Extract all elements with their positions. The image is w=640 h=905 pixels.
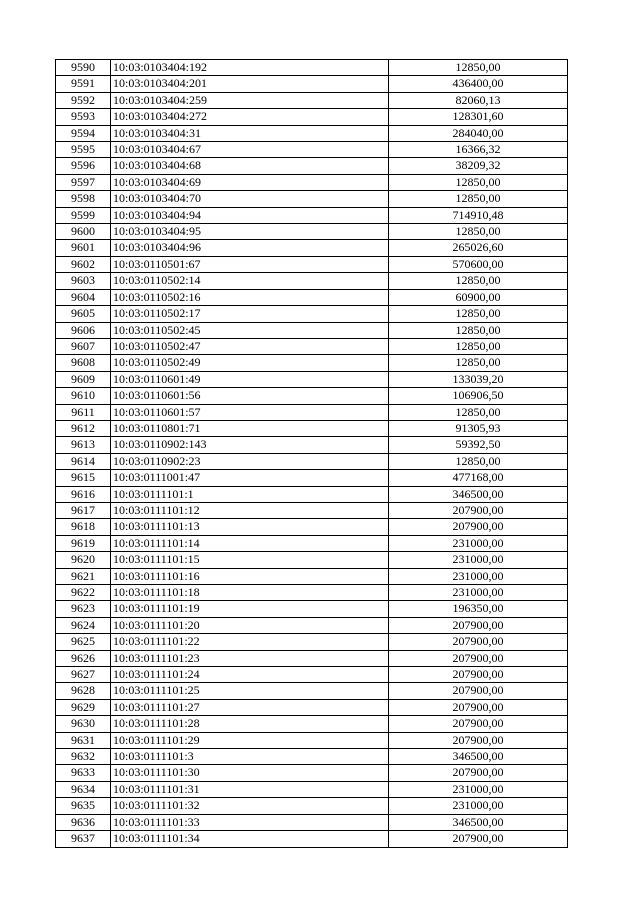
registry-table-body [56, 60, 568, 848]
table-row [56, 289, 568, 305]
row-number-cell: 9593 [56, 109, 111, 125]
value-cell: 82060,13 [389, 92, 568, 108]
value-cell: 207900,00 [389, 716, 568, 732]
value-cell: 231000,00 [389, 585, 568, 601]
cadastral-number-cell: 10:03:0110502:16 [111, 289, 389, 305]
value-cell: 207900,00 [389, 699, 568, 715]
cadastral-number-cell: 10:03:0103404:69 [111, 174, 389, 190]
cadastral-number-cell: 10:03:0111001:47 [111, 470, 389, 486]
table-row [56, 437, 568, 453]
row-number-cell: 9620 [56, 552, 111, 568]
cadastral-number-cell: 10:03:0111101:27 [111, 699, 389, 715]
table-row [56, 92, 568, 108]
value-cell: 436400,00 [389, 76, 568, 92]
value-cell: 128301,60 [389, 109, 568, 125]
table-row [56, 388, 568, 404]
row-number-cell: 9625 [56, 634, 111, 650]
cadastral-number-cell: 10:03:0111101:25 [111, 683, 389, 699]
row-number-cell: 9622 [56, 585, 111, 601]
value-cell: 12850,00 [389, 306, 568, 322]
row-number-cell: 9621 [56, 568, 111, 584]
row-number-cell: 9624 [56, 617, 111, 633]
table-row [56, 76, 568, 92]
table-row [56, 535, 568, 551]
table-row [56, 552, 568, 568]
cadastral-number-cell: 10:03:0111101:24 [111, 667, 389, 683]
row-number-cell: 9631 [56, 732, 111, 748]
row-number-cell: 9630 [56, 716, 111, 732]
value-cell: 207900,00 [389, 683, 568, 699]
table-row [56, 174, 568, 190]
value-cell: 12850,00 [389, 453, 568, 469]
cadastral-number-cell: 10:03:0111101:3 [111, 749, 389, 765]
value-cell: 284040,00 [389, 125, 568, 141]
value-cell: 133039,20 [389, 371, 568, 387]
row-number-cell: 9595 [56, 142, 111, 158]
table-row [56, 371, 568, 387]
value-cell: 12850,00 [389, 60, 568, 76]
row-number-cell: 9636 [56, 814, 111, 830]
table-row [56, 502, 568, 518]
table-row [56, 355, 568, 371]
cadastral-number-cell: 10:03:0110601:56 [111, 388, 389, 404]
cadastral-number-cell: 10:03:0111101:31 [111, 781, 389, 797]
cadastral-number-cell: 10:03:0103404:31 [111, 125, 389, 141]
table-row [56, 207, 568, 223]
value-cell: 38209,32 [389, 158, 568, 174]
value-cell: 207900,00 [389, 634, 568, 650]
row-number-cell: 9596 [56, 158, 111, 174]
cadastral-number-cell: 10:03:0111101:30 [111, 765, 389, 781]
row-number-cell: 9626 [56, 650, 111, 666]
cadastral-number-cell: 10:03:0103404:192 [111, 60, 389, 76]
table-row [56, 749, 568, 765]
row-number-cell: 9592 [56, 92, 111, 108]
cadastral-number-cell: 10:03:0103404:259 [111, 92, 389, 108]
cadastral-number-cell: 10:03:0110501:67 [111, 256, 389, 272]
value-cell: 207900,00 [389, 502, 568, 518]
table-row [56, 191, 568, 207]
cadastral-number-cell: 10:03:0110601:57 [111, 404, 389, 420]
cadastral-number-cell: 10:03:0110601:49 [111, 371, 389, 387]
row-number-cell: 9600 [56, 224, 111, 240]
table-row [56, 224, 568, 240]
value-cell: 265026,60 [389, 240, 568, 256]
cadastral-number-cell: 10:03:0110502:17 [111, 306, 389, 322]
table-row [56, 683, 568, 699]
cadastral-number-cell: 10:03:0111101:14 [111, 535, 389, 551]
cadastral-number-cell: 10:03:0111101:34 [111, 831, 389, 847]
value-cell: 12850,00 [389, 404, 568, 420]
value-cell: 207900,00 [389, 765, 568, 781]
row-number-cell: 9617 [56, 502, 111, 518]
table-row [56, 420, 568, 436]
value-cell: 12850,00 [389, 338, 568, 354]
table-row [56, 404, 568, 420]
cadastral-number-cell: 10:03:0111101:18 [111, 585, 389, 601]
cadastral-number-cell: 10:03:0110502:47 [111, 338, 389, 354]
value-cell: 346500,00 [389, 486, 568, 502]
table-row [56, 798, 568, 814]
value-cell: 231000,00 [389, 798, 568, 814]
row-number-cell: 9611 [56, 404, 111, 420]
row-number-cell: 9603 [56, 273, 111, 289]
table-row [56, 667, 568, 683]
value-cell: 570600,00 [389, 256, 568, 272]
value-cell: 12850,00 [389, 355, 568, 371]
table-row [56, 486, 568, 502]
row-number-cell: 9629 [56, 699, 111, 715]
value-cell: 231000,00 [389, 552, 568, 568]
row-number-cell: 9619 [56, 535, 111, 551]
row-number-cell: 9591 [56, 76, 111, 92]
value-cell: 207900,00 [389, 650, 568, 666]
value-cell: 207900,00 [389, 732, 568, 748]
value-cell: 12850,00 [389, 224, 568, 240]
cadastral-number-cell: 10:03:0103404:67 [111, 142, 389, 158]
value-cell: 12850,00 [389, 174, 568, 190]
cadastral-number-cell: 10:03:0111101:13 [111, 519, 389, 535]
table-row [56, 650, 568, 666]
row-number-cell: 9627 [56, 667, 111, 683]
cadastral-number-cell: 10:03:0110502:45 [111, 322, 389, 338]
row-number-cell: 9618 [56, 519, 111, 535]
cadastral-number-cell: 10:03:0111101:33 [111, 814, 389, 830]
cadastral-number-cell: 10:03:0111101:1 [111, 486, 389, 502]
row-number-cell: 9613 [56, 437, 111, 453]
value-cell: 207900,00 [389, 831, 568, 847]
table-row [56, 142, 568, 158]
row-number-cell: 9615 [56, 470, 111, 486]
cadastral-number-cell: 10:03:0111101:32 [111, 798, 389, 814]
table-row [56, 60, 568, 76]
row-number-cell: 9608 [56, 355, 111, 371]
table-row [56, 519, 568, 535]
cadastral-number-cell: 10:03:0110801:71 [111, 420, 389, 436]
row-number-cell: 9605 [56, 306, 111, 322]
table-row [56, 601, 568, 617]
cadastral-number-cell: 10:03:0103404:70 [111, 191, 389, 207]
row-number-cell: 9633 [56, 765, 111, 781]
cadastral-number-cell: 10:03:0110502:49 [111, 355, 389, 371]
value-cell: 346500,00 [389, 814, 568, 830]
row-number-cell: 9607 [56, 338, 111, 354]
value-cell: 714910,48 [389, 207, 568, 223]
cadastral-number-cell: 10:03:0111101:15 [111, 552, 389, 568]
cadastral-number-cell: 10:03:0111101:28 [111, 716, 389, 732]
table-row [56, 273, 568, 289]
table-row [56, 585, 568, 601]
cadastral-number-cell: 10:03:0103404:95 [111, 224, 389, 240]
value-cell: 231000,00 [389, 568, 568, 584]
registry-table [55, 59, 568, 848]
table-row [56, 831, 568, 847]
cadastral-number-cell: 10:03:0103404:201 [111, 76, 389, 92]
row-number-cell: 9635 [56, 798, 111, 814]
row-number-cell: 9637 [56, 831, 111, 847]
cadastral-number-cell: 10:03:0111101:16 [111, 568, 389, 584]
value-cell: 231000,00 [389, 781, 568, 797]
row-number-cell: 9628 [56, 683, 111, 699]
row-number-cell: 9632 [56, 749, 111, 765]
cadastral-number-cell: 10:03:0103404:68 [111, 158, 389, 174]
value-cell: 207900,00 [389, 519, 568, 535]
cadastral-number-cell: 10:03:0111101:20 [111, 617, 389, 633]
row-number-cell: 9610 [56, 388, 111, 404]
value-cell: 196350,00 [389, 601, 568, 617]
value-cell: 12850,00 [389, 273, 568, 289]
cadastral-number-cell: 10:03:0111101:23 [111, 650, 389, 666]
value-cell: 106906,50 [389, 388, 568, 404]
table-row [56, 322, 568, 338]
value-cell: 12850,00 [389, 191, 568, 207]
table-row [56, 158, 568, 174]
value-cell: 231000,00 [389, 535, 568, 551]
row-number-cell: 9604 [56, 289, 111, 305]
value-cell: 207900,00 [389, 667, 568, 683]
table-row [56, 306, 568, 322]
table-row [56, 470, 568, 486]
value-cell: 346500,00 [389, 749, 568, 765]
row-number-cell: 9606 [56, 322, 111, 338]
cadastral-number-cell: 10:03:0110902:143 [111, 437, 389, 453]
value-cell: 477168,00 [389, 470, 568, 486]
table-row [56, 453, 568, 469]
table-row [56, 781, 568, 797]
value-cell: 12850,00 [389, 322, 568, 338]
cadastral-number-cell: 10:03:0110902:23 [111, 453, 389, 469]
cadastral-number-cell: 10:03:0103404:94 [111, 207, 389, 223]
cadastral-number-cell: 10:03:0111101:22 [111, 634, 389, 650]
table-row [56, 568, 568, 584]
value-cell: 16366,32 [389, 142, 568, 158]
cadastral-number-cell: 10:03:0111101:19 [111, 601, 389, 617]
value-cell: 60900,00 [389, 289, 568, 305]
value-cell: 91305,93 [389, 420, 568, 436]
row-number-cell: 9612 [56, 420, 111, 436]
row-number-cell: 9614 [56, 453, 111, 469]
cadastral-number-cell: 10:03:0103404:272 [111, 109, 389, 125]
row-number-cell: 9623 [56, 601, 111, 617]
row-number-cell: 9599 [56, 207, 111, 223]
table-row [56, 256, 568, 272]
row-number-cell: 9634 [56, 781, 111, 797]
row-number-cell: 9590 [56, 60, 111, 76]
table-row [56, 732, 568, 748]
table-row [56, 338, 568, 354]
row-number-cell: 9597 [56, 174, 111, 190]
table-row [56, 765, 568, 781]
table-row [56, 634, 568, 650]
cadastral-number-cell: 10:03:0103404:96 [111, 240, 389, 256]
row-number-cell: 9616 [56, 486, 111, 502]
cadastral-number-cell: 10:03:0111101:12 [111, 502, 389, 518]
cadastral-number-cell: 10:03:0111101:29 [111, 732, 389, 748]
row-number-cell: 9601 [56, 240, 111, 256]
table-row [56, 125, 568, 141]
row-number-cell: 9602 [56, 256, 111, 272]
table-row [56, 716, 568, 732]
cadastral-number-cell: 10:03:0110502:14 [111, 273, 389, 289]
row-number-cell: 9609 [56, 371, 111, 387]
row-number-cell: 9598 [56, 191, 111, 207]
table-row [56, 240, 568, 256]
value-cell: 207900,00 [389, 617, 568, 633]
table-row [56, 109, 568, 125]
value-cell: 59392,50 [389, 437, 568, 453]
table-row [56, 617, 568, 633]
table-row [56, 699, 568, 715]
table-row [56, 814, 568, 830]
row-number-cell: 9594 [56, 125, 111, 141]
